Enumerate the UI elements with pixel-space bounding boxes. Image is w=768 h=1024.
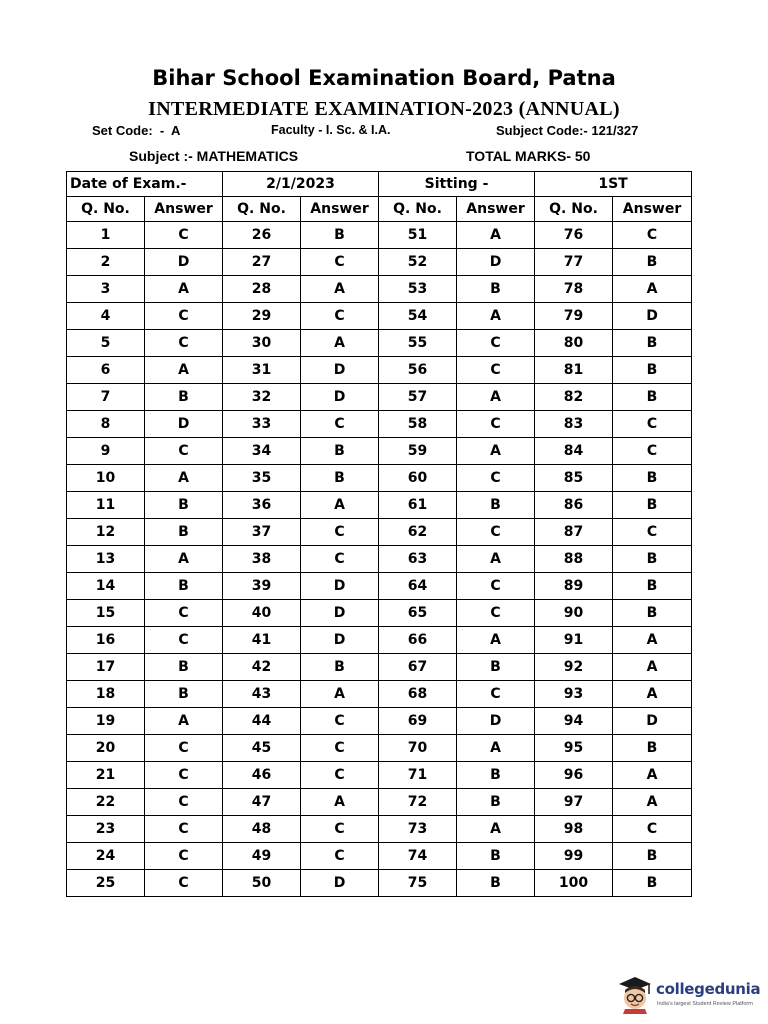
answer-cell: B — [145, 519, 223, 546]
answer-row — [67, 249, 692, 276]
question-number: 64 — [379, 573, 457, 600]
question-number: 63 — [379, 546, 457, 573]
question-number: 68 — [379, 681, 457, 708]
question-number: 69 — [379, 708, 457, 735]
answer-row — [67, 438, 692, 465]
answer-cell: C — [145, 843, 223, 870]
question-number: 52 — [379, 249, 457, 276]
question-number: 25 — [67, 870, 145, 897]
answer-cell: C — [145, 870, 223, 897]
answer-cell: C — [145, 222, 223, 249]
answer-cell: A — [301, 276, 379, 303]
answer-cell: B — [613, 357, 692, 384]
logo-tagline: India's largest Student Review Platform — [657, 1001, 753, 1007]
question-number: 73 — [379, 816, 457, 843]
question-number: 39 — [223, 573, 301, 600]
total-marks: TOTAL MARKS- 50 — [466, 148, 591, 164]
answer-cell: C — [613, 816, 692, 843]
question-number: 97 — [535, 789, 613, 816]
answer-cell: A — [145, 357, 223, 384]
answer-row — [67, 654, 692, 681]
set-code: Set Code: - A — [92, 123, 181, 138]
answer-cell: A — [457, 222, 535, 249]
question-number: 40 — [223, 600, 301, 627]
question-number: 86 — [535, 492, 613, 519]
question-number: 5 — [67, 330, 145, 357]
answer-row — [67, 816, 692, 843]
answer-cell: B — [457, 789, 535, 816]
question-number: 94 — [535, 708, 613, 735]
answer-cell: B — [145, 492, 223, 519]
answer-cell: A — [613, 627, 692, 654]
answer-cell: D — [301, 573, 379, 600]
answer-cell: B — [457, 870, 535, 897]
answer-header: Answer — [301, 197, 379, 222]
question-number: 75 — [379, 870, 457, 897]
answer-cell: C — [145, 816, 223, 843]
faculty: Faculty - I. Sc. & I.A. — [271, 123, 391, 137]
question-number: 3 — [67, 276, 145, 303]
question-number: 13 — [67, 546, 145, 573]
answer-cell: C — [301, 519, 379, 546]
answer-cell: A — [457, 303, 535, 330]
date-value: 2/1/2023 — [223, 172, 379, 197]
answer-cell: C — [457, 573, 535, 600]
answer-cell: B — [613, 600, 692, 627]
answer-cell: B — [613, 249, 692, 276]
question-number: 31 — [223, 357, 301, 384]
question-number: 51 — [379, 222, 457, 249]
question-number: 35 — [223, 465, 301, 492]
answer-cell: A — [301, 681, 379, 708]
answer-cell: D — [301, 600, 379, 627]
answer-cell: B — [613, 546, 692, 573]
answer-row — [67, 870, 692, 897]
answer-cell: A — [145, 465, 223, 492]
answer-cell: B — [145, 654, 223, 681]
question-number: 82 — [535, 384, 613, 411]
answer-row — [67, 681, 692, 708]
answer-cell: B — [457, 276, 535, 303]
answer-cell: B — [457, 654, 535, 681]
answer-row — [67, 222, 692, 249]
answer-row — [67, 600, 692, 627]
question-number: 22 — [67, 789, 145, 816]
answer-cell: A — [145, 276, 223, 303]
answer-cell: B — [145, 384, 223, 411]
answer-cell: A — [145, 546, 223, 573]
exam-subtitle: INTERMEDIATE EXAMINATION-2023 (ANNUAL) — [148, 98, 620, 120]
subject: Subject :- MATHEMATICS — [129, 148, 299, 164]
question-number: 2 — [67, 249, 145, 276]
answer-cell: C — [457, 519, 535, 546]
answer-cell: A — [145, 708, 223, 735]
answer-row — [67, 303, 692, 330]
question-number: 99 — [535, 843, 613, 870]
page-title: Bihar School Examination Board, Patna — [152, 66, 616, 90]
question-number: 83 — [535, 411, 613, 438]
question-number: 44 — [223, 708, 301, 735]
answer-cell: A — [613, 276, 692, 303]
answer-cell: C — [457, 681, 535, 708]
answer-cell: A — [301, 492, 379, 519]
answer-row — [67, 762, 692, 789]
question-number: 42 — [223, 654, 301, 681]
question-number: 78 — [535, 276, 613, 303]
question-number: 77 — [535, 249, 613, 276]
question-number: 74 — [379, 843, 457, 870]
answer-cell: D — [301, 357, 379, 384]
answer-cell: A — [457, 546, 535, 573]
question-number: 29 — [223, 303, 301, 330]
exam-info-row — [67, 172, 692, 197]
answer-cell: C — [145, 735, 223, 762]
question-number: 38 — [223, 546, 301, 573]
answer-cell: B — [145, 681, 223, 708]
question-number: 60 — [379, 465, 457, 492]
answer-cell: C — [145, 600, 223, 627]
answer-cell: C — [301, 708, 379, 735]
answer-cell: C — [145, 438, 223, 465]
answer-cell: B — [613, 384, 692, 411]
question-number: 61 — [379, 492, 457, 519]
answer-cell: A — [301, 789, 379, 816]
answer-key-table — [66, 171, 692, 897]
answer-cell: D — [613, 708, 692, 735]
answer-cell: C — [457, 330, 535, 357]
question-number: 96 — [535, 762, 613, 789]
question-number: 17 — [67, 654, 145, 681]
question-number: 4 — [67, 303, 145, 330]
answer-cell: C — [457, 411, 535, 438]
answer-cell: A — [457, 735, 535, 762]
question-number: 48 — [223, 816, 301, 843]
question-number: 76 — [535, 222, 613, 249]
question-number: 47 — [223, 789, 301, 816]
qno-header: Q. No. — [535, 197, 613, 222]
answer-header: Answer — [457, 197, 535, 222]
question-number: 33 — [223, 411, 301, 438]
question-number: 45 — [223, 735, 301, 762]
answer-row — [67, 843, 692, 870]
question-number: 62 — [379, 519, 457, 546]
answer-cell: C — [301, 816, 379, 843]
answer-cell: B — [301, 654, 379, 681]
logo-name: collegedunia — [656, 980, 761, 998]
question-number: 80 — [535, 330, 613, 357]
question-number: 91 — [535, 627, 613, 654]
question-number: 93 — [535, 681, 613, 708]
answer-cell: B — [613, 843, 692, 870]
question-number: 27 — [223, 249, 301, 276]
question-number: 24 — [67, 843, 145, 870]
answer-cell: A — [457, 816, 535, 843]
question-number: 71 — [379, 762, 457, 789]
answer-row — [67, 789, 692, 816]
question-number: 49 — [223, 843, 301, 870]
answer-cell: C — [301, 411, 379, 438]
answer-cell: C — [457, 465, 535, 492]
answer-cell: B — [613, 870, 692, 897]
answer-cell: A — [613, 789, 692, 816]
question-number: 26 — [223, 222, 301, 249]
answer-cell: C — [457, 600, 535, 627]
answer-cell: D — [457, 249, 535, 276]
question-number: 88 — [535, 546, 613, 573]
answer-row — [67, 276, 692, 303]
question-number: 20 — [67, 735, 145, 762]
answer-row — [67, 519, 692, 546]
question-number: 53 — [379, 276, 457, 303]
question-number: 72 — [379, 789, 457, 816]
question-number: 87 — [535, 519, 613, 546]
answer-row — [67, 411, 692, 438]
answer-cell: C — [145, 303, 223, 330]
answer-cell: B — [613, 330, 692, 357]
question-number: 15 — [67, 600, 145, 627]
question-number: 7 — [67, 384, 145, 411]
answer-cell: C — [301, 249, 379, 276]
question-number: 34 — [223, 438, 301, 465]
question-number: 92 — [535, 654, 613, 681]
question-number: 28 — [223, 276, 301, 303]
answer-cell: A — [613, 681, 692, 708]
question-number: 70 — [379, 735, 457, 762]
answer-cell: C — [457, 357, 535, 384]
question-number: 84 — [535, 438, 613, 465]
student-mascot-icon — [616, 974, 654, 1014]
answer-cell: D — [301, 870, 379, 897]
question-number: 8 — [67, 411, 145, 438]
answer-row — [67, 492, 692, 519]
question-number: 11 — [67, 492, 145, 519]
question-number: 66 — [379, 627, 457, 654]
question-number: 79 — [535, 303, 613, 330]
answer-cell: C — [301, 762, 379, 789]
collegedunia-logo — [616, 974, 766, 1014]
answer-cell: D — [301, 384, 379, 411]
answer-cell: C — [301, 843, 379, 870]
answer-row — [67, 573, 692, 600]
question-number: 46 — [223, 762, 301, 789]
question-number: 50 — [223, 870, 301, 897]
question-number: 19 — [67, 708, 145, 735]
answer-row — [67, 546, 692, 573]
qno-header: Q. No. — [379, 197, 457, 222]
question-number: 30 — [223, 330, 301, 357]
question-number: 98 — [535, 816, 613, 843]
answer-cell: C — [145, 762, 223, 789]
answer-cell: D — [457, 708, 535, 735]
answer-cell: D — [145, 411, 223, 438]
qno-header: Q. No. — [223, 197, 301, 222]
question-number: 32 — [223, 384, 301, 411]
question-number: 23 — [67, 816, 145, 843]
answer-cell: C — [145, 789, 223, 816]
answer-cell: A — [301, 330, 379, 357]
answer-cell: B — [301, 222, 379, 249]
question-number: 37 — [223, 519, 301, 546]
answer-cell: B — [613, 492, 692, 519]
question-number: 90 — [535, 600, 613, 627]
question-number: 67 — [379, 654, 457, 681]
answer-cell: B — [145, 573, 223, 600]
answer-header: Answer — [145, 197, 223, 222]
question-number: 6 — [67, 357, 145, 384]
answer-cell: C — [613, 438, 692, 465]
question-number: 1 — [67, 222, 145, 249]
question-number: 85 — [535, 465, 613, 492]
question-number: 57 — [379, 384, 457, 411]
answer-cell: C — [145, 627, 223, 654]
qno-header: Q. No. — [67, 197, 145, 222]
question-number: 100 — [535, 870, 613, 897]
subject-code: Subject Code:- 121/327 — [496, 123, 639, 138]
sitting-value: 1ST — [535, 172, 692, 197]
answer-row — [67, 735, 692, 762]
answer-cell: C — [301, 735, 379, 762]
answer-cell: B — [457, 843, 535, 870]
answer-row — [67, 465, 692, 492]
answer-row — [67, 357, 692, 384]
answer-cell: A — [457, 384, 535, 411]
sitting-label: Sitting - — [379, 172, 535, 197]
answer-row — [67, 627, 692, 654]
answer-cell: A — [457, 627, 535, 654]
answer-cell: D — [145, 249, 223, 276]
answer-cell: B — [613, 735, 692, 762]
question-number: 43 — [223, 681, 301, 708]
question-number: 65 — [379, 600, 457, 627]
answer-row — [67, 384, 692, 411]
answer-cell: A — [457, 438, 535, 465]
question-number: 81 — [535, 357, 613, 384]
question-number: 9 — [67, 438, 145, 465]
answer-cell: B — [457, 492, 535, 519]
answer-cell: A — [613, 654, 692, 681]
answer-header: Answer — [613, 197, 692, 222]
answer-cell: B — [301, 465, 379, 492]
question-number: 54 — [379, 303, 457, 330]
answer-cell: D — [613, 303, 692, 330]
question-number: 59 — [379, 438, 457, 465]
answer-cell: C — [301, 303, 379, 330]
column-header-row — [67, 197, 692, 222]
question-number: 55 — [379, 330, 457, 357]
answer-row — [67, 708, 692, 735]
answer-cell: A — [613, 762, 692, 789]
date-label: Date of Exam.- — [67, 172, 223, 197]
answer-cell: C — [613, 519, 692, 546]
question-number: 89 — [535, 573, 613, 600]
question-number: 18 — [67, 681, 145, 708]
answer-cell: B — [613, 465, 692, 492]
question-number: 12 — [67, 519, 145, 546]
question-number: 58 — [379, 411, 457, 438]
question-number: 14 — [67, 573, 145, 600]
question-number: 21 — [67, 762, 145, 789]
answer-cell: B — [457, 762, 535, 789]
answer-cell: C — [145, 330, 223, 357]
question-number: 95 — [535, 735, 613, 762]
question-number: 36 — [223, 492, 301, 519]
answer-cell: C — [301, 546, 379, 573]
answer-cell: C — [613, 222, 692, 249]
answer-cell: B — [301, 438, 379, 465]
answer-cell: D — [301, 627, 379, 654]
answer-cell: C — [613, 411, 692, 438]
question-number: 41 — [223, 627, 301, 654]
answer-cell: B — [613, 573, 692, 600]
answer-row — [67, 330, 692, 357]
question-number: 10 — [67, 465, 145, 492]
question-number: 16 — [67, 627, 145, 654]
question-number: 56 — [379, 357, 457, 384]
